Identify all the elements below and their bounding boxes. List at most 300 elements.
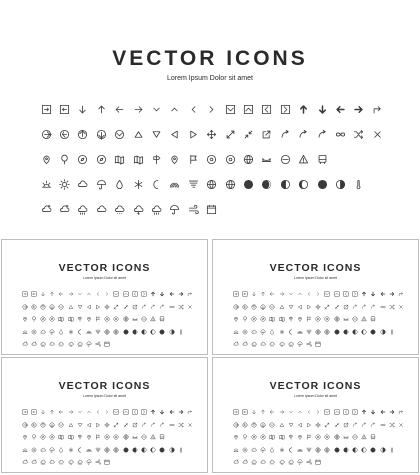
arrow-down-icon — [38, 406, 47, 419]
arrow-right-icon — [277, 406, 286, 419]
chevron-right-icon — [314, 406, 323, 419]
globe-outline-icon — [221, 172, 239, 197]
cloud-rain-icon — [249, 338, 258, 351]
box-chevron-down-icon — [112, 288, 121, 301]
cloud-icon — [38, 444, 47, 457]
triangle-up-icon — [66, 301, 75, 314]
globe-grid-icon — [314, 326, 323, 339]
thermometer-icon — [176, 326, 185, 339]
curved-arrow-back-icon — [149, 419, 158, 432]
circle-arrow-up-icon — [38, 301, 47, 314]
calendar-icon — [203, 197, 221, 222]
circle-chevron-down-icon — [268, 301, 277, 314]
pin-icon — [84, 313, 93, 326]
moon-crescent-icon — [258, 172, 276, 197]
arrow-left-icon — [111, 97, 129, 122]
circle-chevron-down-icon — [111, 122, 129, 147]
umbrella-icon — [48, 444, 57, 457]
umbrella-icon — [48, 326, 57, 339]
icon-row — [20, 288, 195, 301]
cloud-moon-icon — [29, 338, 38, 351]
pin-icon — [166, 147, 184, 172]
map-icon — [268, 431, 277, 444]
bold-arrow-left-icon — [167, 288, 176, 301]
sign-icon — [286, 313, 295, 326]
flag-icon — [184, 147, 202, 172]
balloon-icon — [240, 313, 249, 326]
cloud-rain-icon — [74, 197, 92, 222]
pin-icon — [295, 313, 304, 326]
circle-arrow-down-icon — [92, 122, 110, 147]
bold-arrow-up-icon — [360, 288, 369, 301]
snowflake-icon — [129, 172, 147, 197]
external-link-icon — [258, 122, 276, 147]
curved-arrow-back-icon — [294, 122, 312, 147]
external-link-icon — [130, 419, 139, 432]
chevron-down-icon — [75, 288, 84, 301]
dot-target-icon — [323, 431, 332, 444]
slide-thumbnail-1[interactable] — [1, 239, 208, 355]
cloud-lightning-icon — [277, 456, 286, 469]
globe-outline-icon — [323, 326, 332, 339]
box-chevron-down-icon — [323, 288, 332, 301]
moon-gibbous-icon — [149, 326, 158, 339]
box-chevron-down-icon — [221, 97, 239, 122]
chevron-right-icon — [103, 288, 112, 301]
compass-icon — [249, 431, 258, 444]
moon-crescent-icon — [341, 444, 350, 457]
icon-row — [231, 301, 406, 314]
circle-arrow-left-icon — [240, 301, 249, 314]
infinity-icon — [167, 419, 176, 432]
infinity-icon — [378, 301, 387, 314]
box-arrow-left-icon — [29, 288, 38, 301]
bold-arrow-down-icon — [313, 97, 331, 122]
bold-arrow-left-icon — [378, 288, 387, 301]
chevron-left-icon — [94, 288, 103, 301]
sunrise-icon — [20, 444, 29, 457]
arrow-right-icon — [277, 288, 286, 301]
shuffle-icon — [176, 419, 185, 432]
cloud-wind-icon — [92, 197, 110, 222]
no-entry-icon — [139, 313, 148, 326]
compass-icon — [38, 431, 47, 444]
close-icon — [368, 122, 386, 147]
circle-arrow-left-icon — [29, 419, 38, 432]
wind-icon — [305, 338, 314, 351]
warning-icon — [360, 313, 369, 326]
circle-arrow-up-icon — [74, 122, 92, 147]
snowflake-icon — [66, 326, 75, 339]
flag-icon — [94, 313, 103, 326]
wind-icon — [184, 197, 202, 222]
close-icon — [185, 419, 194, 432]
icon-row — [20, 338, 195, 351]
map-pin-icon — [37, 147, 55, 172]
circle-arrow-up-icon — [38, 419, 47, 432]
no-entry-icon — [350, 431, 359, 444]
umbrella-icon — [259, 326, 268, 339]
bold-arrow-down-icon — [158, 288, 167, 301]
slide-title: VECTOR ICONS — [58, 380, 151, 392]
compass-dial-icon — [48, 313, 57, 326]
circle-arrow-left-icon — [240, 419, 249, 432]
compass-dial-icon — [48, 431, 57, 444]
collapse-icon — [332, 419, 341, 432]
sign-icon — [75, 313, 84, 326]
box-chevron-right-icon — [139, 288, 148, 301]
circle-chevron-down-icon — [268, 419, 277, 432]
bold-arrow-up-icon — [360, 406, 369, 419]
sunrise-icon — [20, 326, 29, 339]
balloon-icon — [55, 147, 73, 172]
box-chevron-right-icon — [139, 406, 148, 419]
tornado-icon — [305, 444, 314, 457]
box-arrow-right-icon — [20, 406, 29, 419]
cloud-sun-icon — [37, 197, 55, 222]
cloud-hail-icon — [147, 197, 165, 222]
bus-icon — [158, 313, 167, 326]
slide-main[interactable] — [1, 1, 419, 233]
warning-icon — [360, 431, 369, 444]
cloud-wind-icon — [48, 338, 57, 351]
warning-icon — [294, 147, 312, 172]
moon-gibbous-icon — [360, 444, 369, 457]
slide-subtitle: Lorem Ipsum Dolor sit amet — [83, 276, 126, 280]
moon-new-icon — [332, 326, 341, 339]
cloud-icon — [38, 326, 47, 339]
paper-map-icon — [277, 313, 286, 326]
compass-icon — [249, 313, 258, 326]
chevron-down-icon — [75, 406, 84, 419]
icon-row — [231, 288, 406, 301]
external-link-icon — [341, 301, 350, 314]
circle-arrow-right-icon — [20, 301, 29, 314]
triangle-up-icon — [277, 419, 286, 432]
pin-icon — [84, 431, 93, 444]
turn-right-icon — [368, 97, 386, 122]
moon-waning-icon — [331, 172, 349, 197]
chevron-left-icon — [94, 406, 103, 419]
bus-icon — [369, 313, 378, 326]
paper-map-icon — [66, 431, 75, 444]
triangle-right-icon — [305, 419, 314, 432]
bridge-icon — [130, 431, 139, 444]
icon-row — [20, 313, 195, 326]
icon-row — [231, 419, 406, 432]
calendar-icon — [103, 338, 112, 351]
moon-waning-icon — [167, 444, 176, 457]
external-link-icon — [130, 301, 139, 314]
icon-row — [231, 444, 406, 457]
bridge-icon — [130, 313, 139, 326]
moon-full-icon — [313, 172, 331, 197]
slide-thumbnail-4[interactable] — [212, 357, 419, 473]
cloud-lightning-icon — [66, 456, 75, 469]
moon-new-icon — [121, 326, 130, 339]
cloud-sun-icon — [20, 338, 29, 351]
box-arrow-left-icon — [29, 406, 38, 419]
move-icon — [103, 419, 112, 432]
circle-chevron-down-icon — [57, 419, 66, 432]
chevron-left-icon — [184, 97, 202, 122]
globe-outline-icon — [112, 326, 121, 339]
wind-icon — [94, 456, 103, 469]
sun-icon — [240, 444, 249, 457]
sun-icon — [29, 326, 38, 339]
bold-arrow-down-icon — [158, 406, 167, 419]
close-icon — [396, 419, 405, 432]
infinity-icon — [378, 419, 387, 432]
moon-icon — [75, 326, 84, 339]
icon-row — [231, 326, 406, 339]
bold-arrow-down-icon — [369, 288, 378, 301]
cloud-wind-icon — [48, 456, 57, 469]
map-icon — [268, 313, 277, 326]
arrow-up-icon — [92, 97, 110, 122]
cloud-icon — [249, 326, 258, 339]
icon-row — [37, 122, 387, 147]
arrow-right-icon — [66, 288, 75, 301]
snowflake-icon — [66, 444, 75, 457]
move-icon — [314, 419, 323, 432]
box-arrow-left-icon — [55, 97, 73, 122]
bridge-icon — [258, 147, 276, 172]
slide-title: VECTOR ICONS — [269, 262, 362, 274]
turn-right-icon — [185, 288, 194, 301]
bold-arrow-up-icon — [294, 97, 312, 122]
external-link-icon — [341, 419, 350, 432]
circle-arrow-left-icon — [29, 301, 38, 314]
moon-crescent-icon — [130, 444, 139, 457]
bus-icon — [313, 147, 331, 172]
box-arrow-left-icon — [240, 406, 249, 419]
slide-subtitle: Lorem Ipsum Dolor sit amet — [167, 75, 253, 82]
triangle-right-icon — [184, 122, 202, 147]
balloon-icon — [29, 313, 38, 326]
tornado-icon — [94, 444, 103, 457]
bold-arrow-right-icon — [176, 288, 185, 301]
curved-arrow-forward-icon — [369, 419, 378, 432]
wind-icon — [94, 338, 103, 351]
snowflake-icon — [277, 326, 286, 339]
calendar-icon — [314, 338, 323, 351]
collapse-icon — [121, 301, 130, 314]
cloud-snow-icon — [268, 338, 277, 351]
moon-half-icon — [350, 326, 359, 339]
slide-thumbnail-2[interactable] — [212, 239, 419, 355]
cloud-hail-icon — [286, 338, 295, 351]
slide-title: VECTOR ICONS — [269, 380, 362, 392]
shuffle-icon — [387, 301, 396, 314]
moon-gibbous-icon — [360, 326, 369, 339]
arrow-down-icon — [38, 288, 47, 301]
shuffle-icon — [387, 419, 396, 432]
expand-icon — [221, 122, 239, 147]
icon-row — [231, 431, 406, 444]
tornado-icon — [305, 326, 314, 339]
cloud-snow-icon — [57, 456, 66, 469]
triangle-up-icon — [277, 301, 286, 314]
moon-half-icon — [276, 172, 294, 197]
move-icon — [314, 301, 323, 314]
expand-icon — [323, 419, 332, 432]
cloud-lightning-icon — [277, 338, 286, 351]
box-chevron-up-icon — [121, 406, 130, 419]
cloud-icon — [74, 172, 92, 197]
expand-icon — [112, 301, 121, 314]
expand-icon — [112, 419, 121, 432]
moon-waning-icon — [378, 444, 387, 457]
sunrise-icon — [37, 172, 55, 197]
cloud-rain-icon — [249, 456, 258, 469]
dot-target-icon — [221, 147, 239, 172]
cloud-wind-icon — [259, 456, 268, 469]
compass-dial-icon — [259, 313, 268, 326]
box-chevron-left-icon — [130, 288, 139, 301]
rainbow-icon — [84, 444, 93, 457]
sun-icon — [29, 444, 38, 457]
flag-icon — [94, 431, 103, 444]
location-target-icon — [203, 147, 221, 172]
arrow-right-icon — [129, 97, 147, 122]
no-entry-icon — [276, 147, 294, 172]
icon-row — [20, 301, 195, 314]
slide-thumbnail-3[interactable] — [1, 357, 208, 473]
dot-target-icon — [323, 313, 332, 326]
moon-gibbous-icon — [149, 444, 158, 457]
moon-new-icon — [239, 172, 257, 197]
map-pin-icon — [231, 313, 240, 326]
cloud-moon-icon — [55, 197, 73, 222]
globe-outline-icon — [112, 444, 121, 457]
calendar-icon — [314, 456, 323, 469]
globe-icon — [332, 431, 341, 444]
moon-icon — [286, 326, 295, 339]
move-icon — [103, 301, 112, 314]
rainbow-icon — [295, 444, 304, 457]
moon-icon — [286, 444, 295, 457]
compass-dial-icon — [259, 431, 268, 444]
arrow-left-icon — [57, 288, 66, 301]
umbrella-icon — [92, 172, 110, 197]
triangle-left-icon — [295, 301, 304, 314]
icon-grid — [231, 406, 406, 469]
cloud-snow-icon — [111, 197, 129, 222]
warning-icon — [149, 313, 158, 326]
globe-icon — [332, 313, 341, 326]
globe-icon — [121, 431, 130, 444]
moon-full-icon — [158, 444, 167, 457]
bold-arrow-up-icon — [149, 406, 158, 419]
circle-arrow-right-icon — [231, 301, 240, 314]
cloud-rain-icon — [38, 338, 47, 351]
curved-arrow-back-icon — [360, 301, 369, 314]
triangle-down-icon — [286, 301, 295, 314]
drop-icon — [57, 326, 66, 339]
chevron-up-icon — [295, 288, 304, 301]
map-pin-icon — [20, 313, 29, 326]
bold-arrow-left-icon — [378, 406, 387, 419]
icon-grid — [37, 97, 387, 222]
compass-icon — [38, 313, 47, 326]
circle-arrow-down-icon — [259, 419, 268, 432]
curved-arrow-icon — [139, 419, 148, 432]
icon-row — [231, 456, 406, 469]
drop-icon — [268, 326, 277, 339]
location-target-icon — [103, 431, 112, 444]
paper-map-icon — [66, 313, 75, 326]
moon-waning-icon — [167, 326, 176, 339]
triangle-down-icon — [286, 419, 295, 432]
drop-icon — [111, 172, 129, 197]
chevron-left-icon — [305, 288, 314, 301]
globe-grid-icon — [103, 444, 112, 457]
moon-icon — [75, 444, 84, 457]
arrow-left-icon — [57, 406, 66, 419]
cloud-snow-icon — [268, 456, 277, 469]
bold-arrow-right-icon — [350, 97, 368, 122]
arrow-left-icon — [268, 406, 277, 419]
flag-icon — [305, 313, 314, 326]
tornado-icon — [184, 172, 202, 197]
rainbow-icon — [295, 326, 304, 339]
bold-arrow-left-icon — [167, 406, 176, 419]
triangle-up-icon — [66, 419, 75, 432]
sign-icon — [147, 147, 165, 172]
slide-subtitle: Lorem Ipsum Dolor sit amet — [294, 276, 337, 280]
cloud-moon-icon — [240, 338, 249, 351]
box-chevron-up-icon — [332, 288, 341, 301]
sign-icon — [75, 431, 84, 444]
arrow-up-icon — [48, 406, 57, 419]
slide-subtitle: Lorem Ipsum Dolor sit amet — [294, 394, 337, 398]
bold-arrow-left-icon — [331, 97, 349, 122]
umbrella-rain-icon — [84, 456, 93, 469]
bold-arrow-right-icon — [176, 406, 185, 419]
circle-arrow-up-icon — [249, 419, 258, 432]
turn-right-icon — [396, 288, 405, 301]
moon-full-icon — [158, 326, 167, 339]
circle-arrow-right-icon — [37, 122, 55, 147]
map-icon — [57, 313, 66, 326]
arrow-left-icon — [268, 288, 277, 301]
close-icon — [185, 301, 194, 314]
turn-right-icon — [396, 406, 405, 419]
flag-icon — [305, 431, 314, 444]
pin-icon — [295, 431, 304, 444]
umbrella-icon — [259, 444, 268, 457]
icon-row — [20, 456, 195, 469]
arrow-right-icon — [66, 406, 75, 419]
triangle-left-icon — [166, 122, 184, 147]
box-arrow-right-icon — [20, 288, 29, 301]
box-chevron-right-icon — [350, 288, 359, 301]
moon-half-icon — [139, 326, 148, 339]
circle-arrow-left-icon — [55, 122, 73, 147]
map-pin-icon — [20, 431, 29, 444]
chevron-right-icon — [203, 97, 221, 122]
thermometer-icon — [176, 444, 185, 457]
cloud-hail-icon — [75, 456, 84, 469]
cloud-rain-icon — [38, 456, 47, 469]
circle-arrow-right-icon — [231, 419, 240, 432]
box-arrow-right-icon — [37, 97, 55, 122]
arrow-down-icon — [74, 97, 92, 122]
cloud-sun-icon — [231, 338, 240, 351]
bold-arrow-right-icon — [387, 406, 396, 419]
triangle-down-icon — [75, 301, 84, 314]
